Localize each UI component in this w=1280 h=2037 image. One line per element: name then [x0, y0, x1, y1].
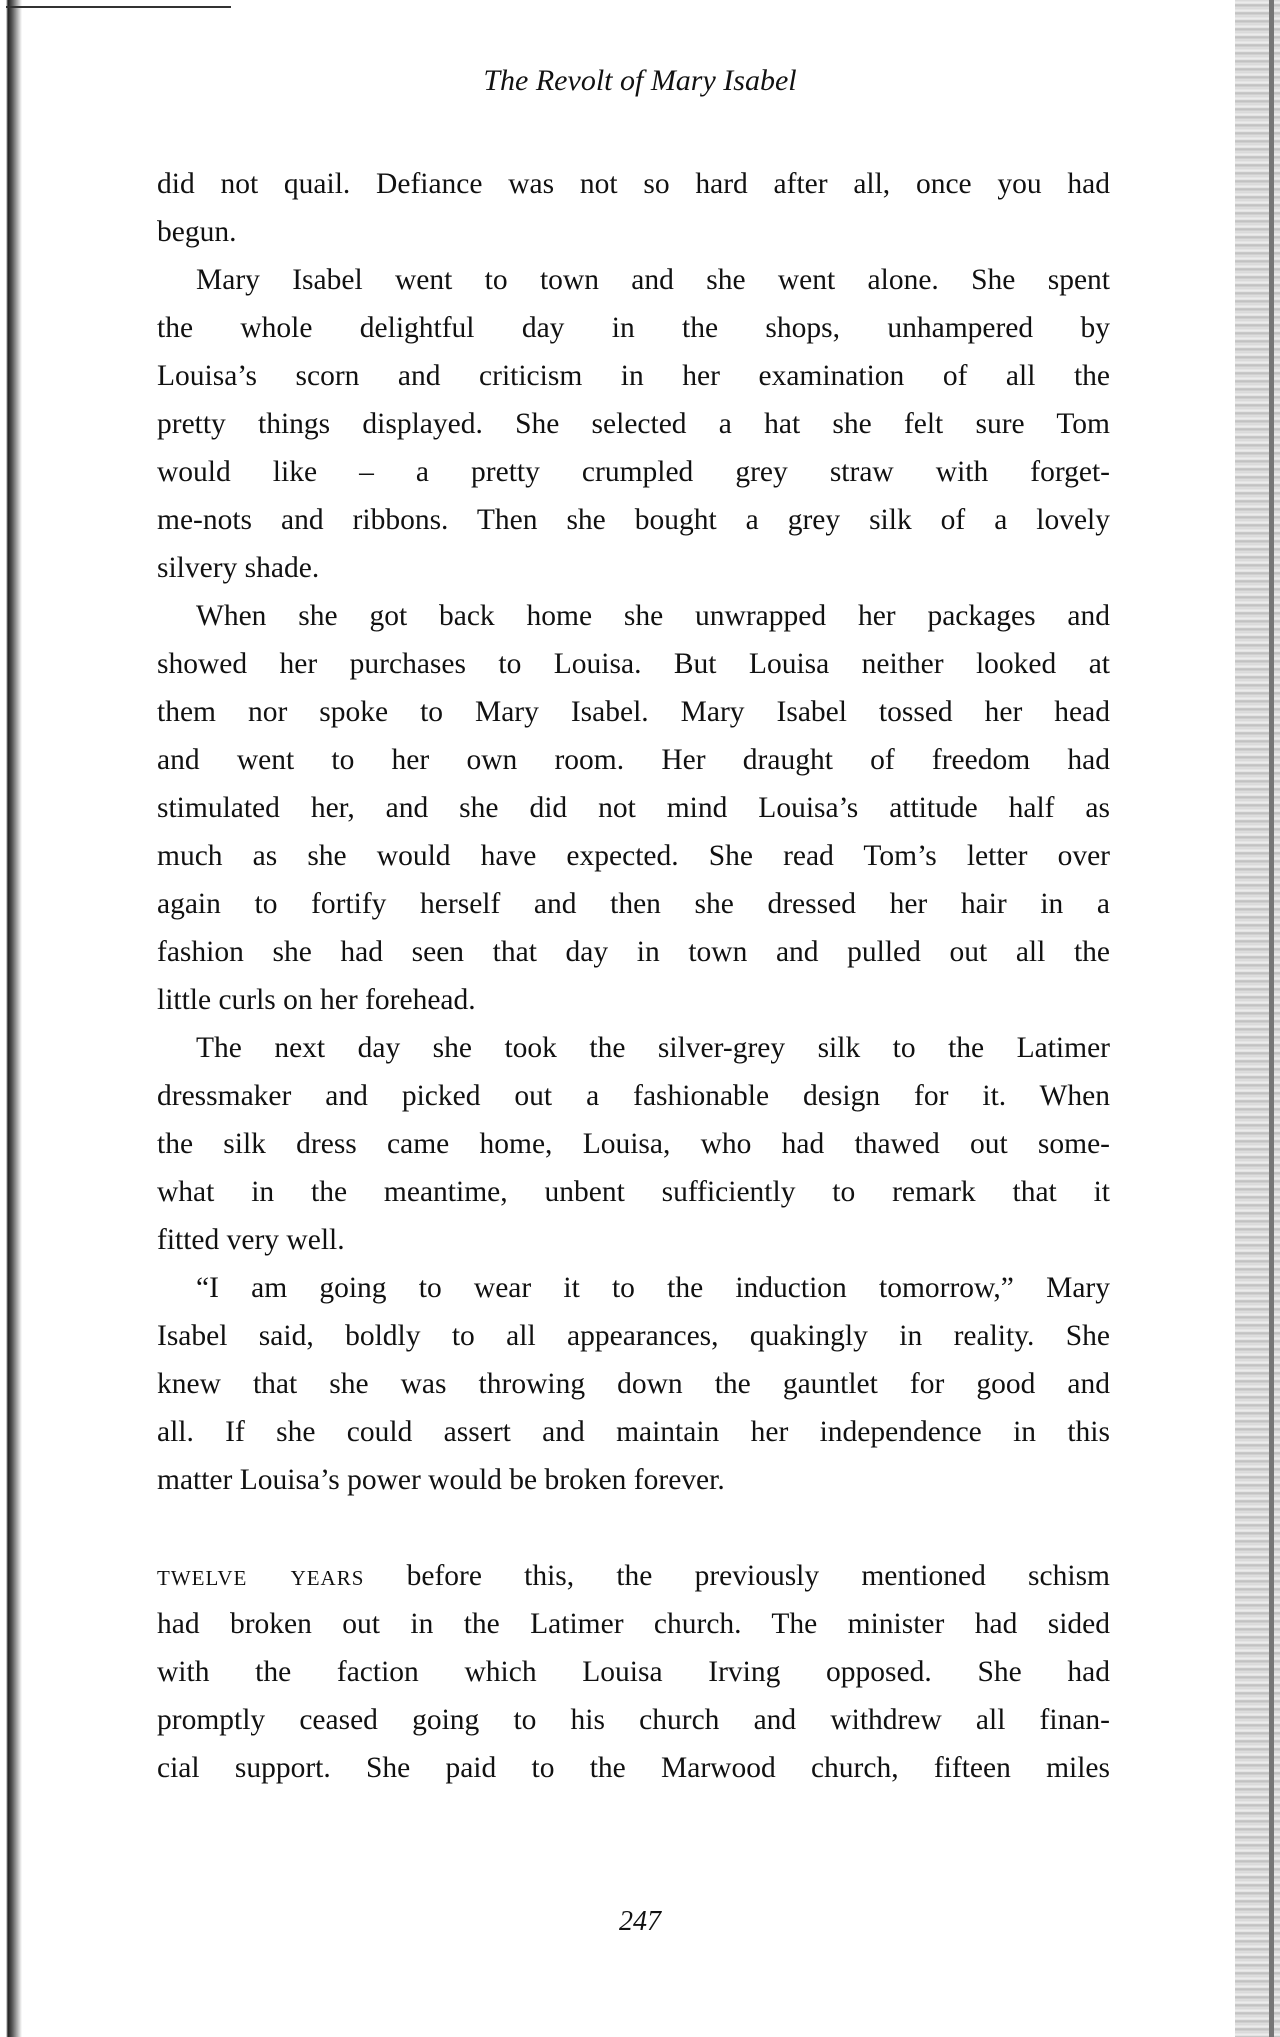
text-line: fashion she had seen that day in town and pulled out all the	[157, 936, 1110, 968]
text-line: dressmaker and picked out a fashionable design for it. When	[157, 1080, 1110, 1112]
text-line: what in the meantime, unbent sufficiently to remark that it	[157, 1176, 1110, 1208]
text-line: Louisa’s scorn and criticism in her examination of all the	[157, 360, 1110, 392]
small-caps-lead-in: twelve years	[157, 1560, 365, 1592]
running-head: The Revolt of Mary Isabel	[483, 64, 797, 97]
text-line: with the faction which Louisa Irving opposed. She had	[157, 1656, 1110, 1688]
text-line: fitted very well.	[157, 1224, 345, 1256]
paragraph	[157, 160, 1110, 256]
text-line: much as she would have expected. She read Tom’s letter over	[157, 840, 1110, 872]
text-line: stimulated her, and she did not mind Louisa’s attitude half as	[157, 792, 1110, 824]
text-line: the whole delightful day in the shops, unhampered by	[157, 312, 1110, 344]
text-line: silvery shade.	[157, 552, 320, 584]
scan-top-rule	[6, 6, 231, 8]
text-line: again to fortify herself and then she dressed her hair in a	[157, 888, 1110, 920]
text-line: had broken out in the Latimer church. The minister had sided	[157, 1608, 1110, 1640]
text-line: twelve years before this, the previously mentioned schism	[157, 1560, 1110, 1592]
text-line: “I am going to wear it to the induction tomorrow,” Mary	[196, 1272, 1110, 1304]
text-line: The next day she took the silver-grey silk to the Latimer	[196, 1032, 1110, 1064]
paragraph	[157, 1552, 1110, 1792]
text-line: promptly ceased going to his church and withdrew all finan-	[157, 1704, 1110, 1736]
paragraph	[157, 256, 1110, 592]
section-break	[157, 1504, 1110, 1552]
text-line: Mary Isabel went to town and she went alone. She spent	[196, 264, 1110, 296]
text-line: knew that she was throwing down the gauntlet for good and	[157, 1368, 1110, 1400]
text-line: little curls on her forehead.	[157, 984, 476, 1016]
text-line: begun.	[157, 216, 237, 248]
text-line: and went to her own room. Her draught of freedom had	[157, 744, 1110, 776]
scan-page-edge	[1235, 0, 1280, 2037]
paragraph	[157, 592, 1110, 1024]
text-line: showed her purchases to Louisa. But Louisa neither looked at	[157, 648, 1110, 680]
text-line: me-nots and ribbons. Then she bought a grey silk of a lovely	[157, 504, 1110, 536]
text-line: Isabel said, boldly to all appearances, quakingly in reality. She	[157, 1320, 1110, 1352]
text-line: When she got back home she unwrapped her packages and	[196, 600, 1110, 632]
text-line: cial support. She paid to the Marwood church, fifteen miles	[157, 1752, 1110, 1784]
text-line: pretty things displayed. She selected a hat she felt sure Tom	[157, 408, 1110, 440]
paragraph	[157, 1024, 1110, 1264]
text-line: would like – a pretty crumpled grey straw with forget-	[157, 456, 1110, 488]
page-body	[157, 160, 1110, 1792]
text-line: matter Louisa’s power would be broken forever.	[157, 1464, 725, 1496]
text-line: all. If she could assert and maintain her independence in this	[157, 1416, 1110, 1448]
text-line: did not quail. Defiance was not so hard after all, once you had	[157, 168, 1110, 200]
scan-binding-edge	[0, 0, 22, 2037]
text-line: them nor spoke to Mary Isabel. Mary Isabel tossed her head	[157, 696, 1110, 728]
text-line: the silk dress came home, Louisa, who had thawed out some-	[157, 1128, 1110, 1160]
paragraph	[157, 1264, 1110, 1504]
page-number: 247	[619, 1906, 661, 1937]
